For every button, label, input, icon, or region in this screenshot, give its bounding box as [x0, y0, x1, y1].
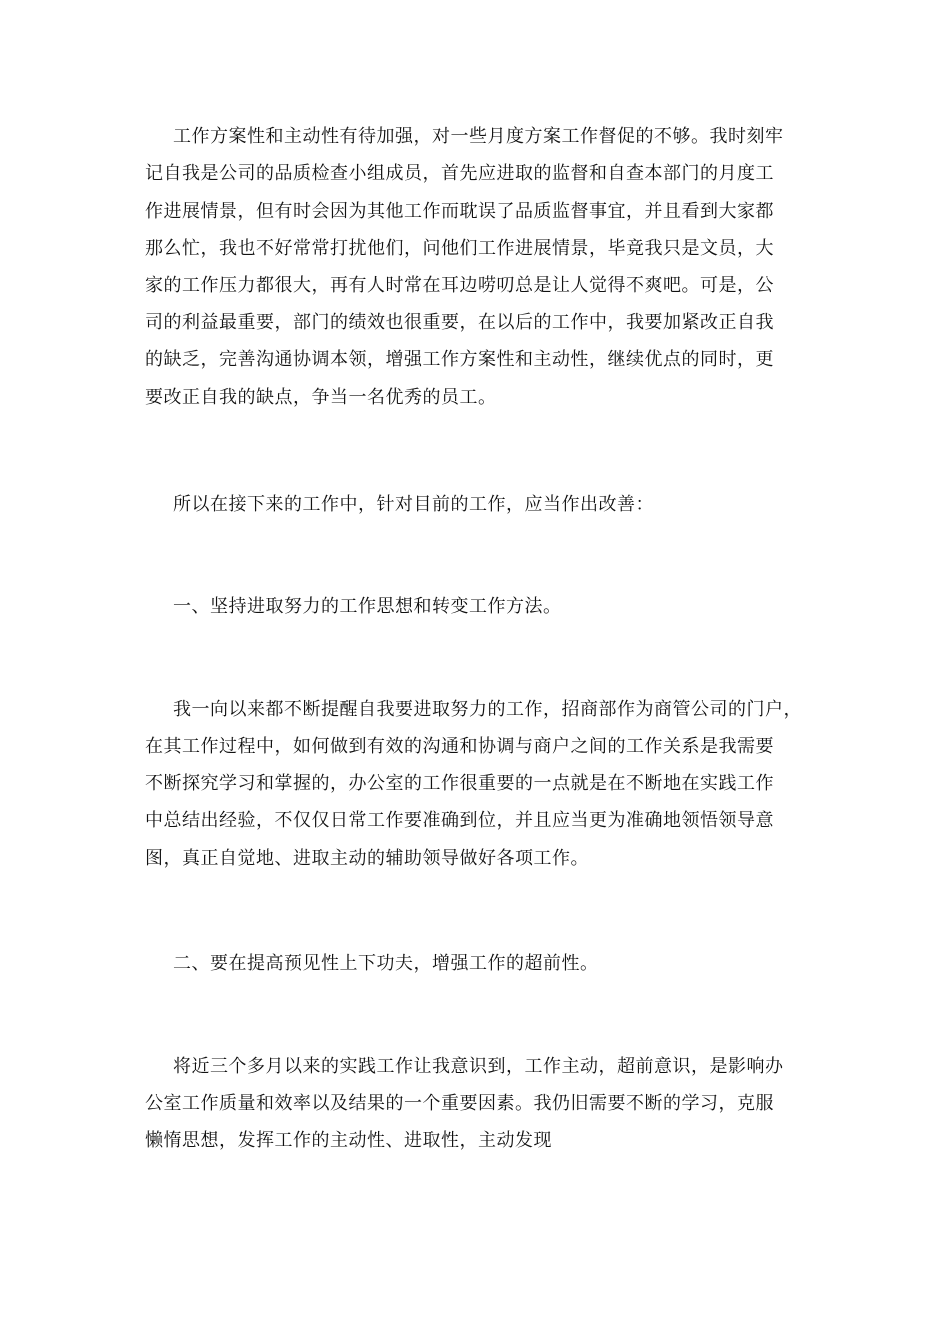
text-line: 中总结出经验，不仅仅日常工作要准确到位，并且应当更为准确地领悟领导意 [145, 810, 774, 831]
text-line: 图，真正自觉地、进取主动的辅助领导做好各项工作。 [145, 848, 589, 869]
text-line: 要改正自我的缺点，争当一名优秀的员工。 [145, 387, 497, 408]
text-line: 那么忙，我也不好常常打扰他们，问他们工作进展情景，毕竟我只是文员，大 [145, 238, 774, 259]
text-line: 不断探究学习和掌握的，办公室的工作很重要的一点就是在不断地在实践工作 [145, 773, 774, 794]
text-line: 记自我是公司的品质检查小组成员，首先应进取的监督和自查本部门的月度工 [145, 163, 774, 184]
text-line: 的缺乏，完善沟通协调本领，增强工作方案性和主动性，继续优点的同时，更 [145, 349, 774, 370]
text-line: 工作方案性和主动性有待加强，对一些月度方案工作督促的不够。我时刻牢 [173, 126, 784, 147]
text-line: 我一向以来都不断提醒自我要进取努力的工作，招商部作为商管公司的门户， [173, 699, 802, 720]
text-line: 将近三个多月以来的实践工作让我意识到，工作主动，超前意识，是影响办 [173, 1056, 784, 1077]
text-line: 在其工作过程中，如何做到有效的沟通和协调与商户之间的工作关系是我需要 [145, 736, 774, 757]
section-heading-1: 一、坚持进取努力的工作思想和转变工作方法。 [173, 596, 562, 617]
text-line: 作进展情景，但有时会因为其他工作而耽误了品质监督事宜，并且看到大家都 [145, 201, 774, 222]
text-line: 司的利益最重要，部门的绩效也很重要，在以后的工作中，我要加紧改正自我 [145, 312, 774, 333]
text-line: 家的工作压力都很大，再有人时常在耳边唠叨总是让人觉得不爽吧。可是，公 [145, 275, 774, 296]
text-line: 懒惰思想，发挥工作的主动性、进取性，主动发现 [145, 1130, 552, 1151]
text-line: 公室工作质量和效率以及结果的一个重要因素。我仍旧需要不断的学习，克服 [145, 1093, 774, 1114]
paragraph-2: 所以在接下来的工作中，针对目前的工作，应当作出改善： [173, 494, 654, 515]
section-heading-2: 二、要在提高预见性上下功夫，增强工作的超前性。 [173, 953, 599, 974]
